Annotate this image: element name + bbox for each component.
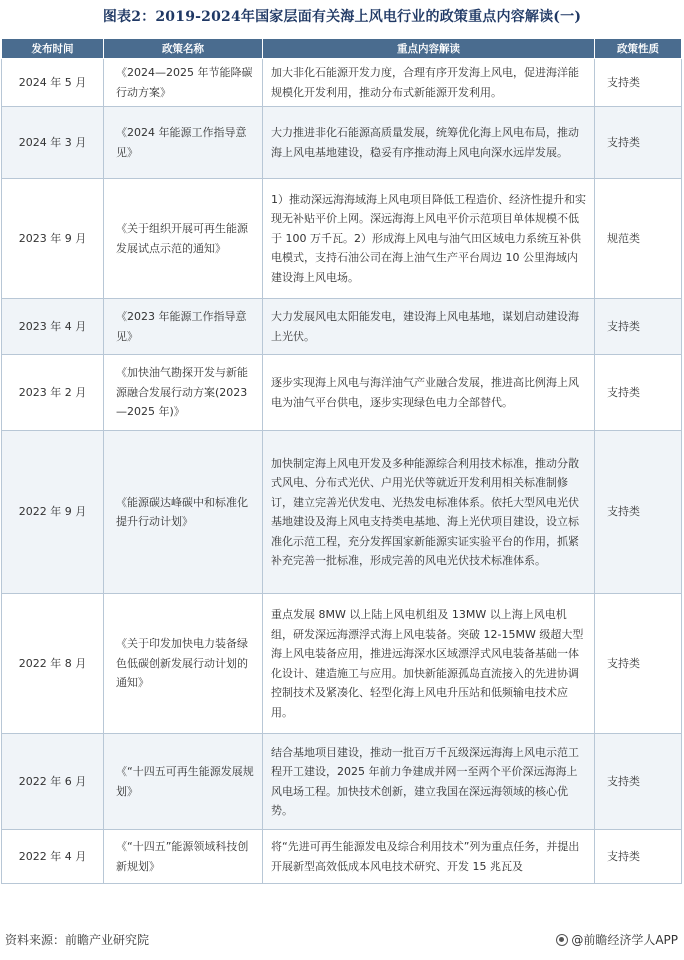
cell-content: 结合基地项目建设，推动一批百万千瓦级深远海海上风电示范工程开工建设，2025 年前力争建成并网一至两个平价深远海海上风电场工程。加快技术创新，建立我国在深远海领域的核心优势。 — [263, 734, 595, 830]
table-row — [2, 594, 682, 734]
cell-content: 大力发展风电太阳能发电，建设海上风电基地，谋划启动建设海上光伏。 — [263, 299, 595, 355]
header-content: 重点内容解读 — [263, 39, 595, 59]
table-row — [2, 179, 682, 299]
cell-policy-name: 《2024 年能源工作指导意见》 — [104, 107, 263, 179]
cell-content: 将“先进可再生能源发电及综合利用技术”列为重点任务，并提出开展新型高效低成本风电技术研究、开发 15 兆瓦及 — [263, 830, 595, 884]
cell-content: 1）推动深远海海域海上风电项目降低工程造价、经济性提升和实现无补贴平价上网。深远海海上风电平价示范项目单体规模不低于 100 万千瓦。2）形成海上风电与油气田区域电力系统互补供电模式，支持石油公司在海上油气生产平台周边 10 公里海域内建设海上风电场。 — [263, 179, 595, 299]
table-row — [2, 107, 682, 179]
header-type: 政策性质 — [595, 39, 682, 59]
table-row — [2, 431, 682, 594]
table-row — [2, 355, 682, 431]
page-title: 图表2：2019-2024年国家层面有关海上风电行业的政策重点内容解读(一) — [102, 9, 582, 25]
cell-policy-name: 《“十四五”能源领域科技创新规划》 — [104, 830, 263, 884]
cell-policy-name: 《关于印发加快电力装备绿色低碳创新发展行动计划的通知》 — [104, 594, 263, 734]
cell-type: 支持类 — [595, 431, 682, 594]
brand-credit-text: @前瞻经济学人APP — [571, 933, 678, 947]
cell-date: 2024 年 3 月 — [2, 107, 104, 179]
cell-date: 2023 年 4 月 — [2, 299, 104, 355]
cell-type: 支持类 — [595, 59, 682, 107]
cell-policy-name: 《2023 年能源工作指导意见》 — [104, 299, 263, 355]
table-row — [2, 59, 682, 107]
cell-date: 2022 年 4 月 — [2, 830, 104, 884]
table-row — [2, 734, 682, 830]
policy-table — [1, 38, 682, 884]
cell-type: 支持类 — [595, 299, 682, 355]
cell-date: 2023 年 9 月 — [2, 179, 104, 299]
cell-content: 加快制定海上风电开发及多种能源综合利用技术标准，推动分散式风电、分布式光伏、户用光伏等就近开发利用相关标准制修订，建立完善光伏发电、光热发电标准体系。依托大型风电光伏基地建设及海上风电支持类电基地、海上光伏项目建设，设立标准化示范工程，充分发挥国家新能源实证实验平台的作用，抓紧补充完善一批标准，形成完善的风电光伏技术标准体系。 — [263, 431, 595, 594]
cell-type: 支持类 — [595, 107, 682, 179]
cell-type: 支持类 — [595, 355, 682, 431]
header-date: 发布时间 — [2, 39, 104, 59]
cell-content: 逐步实现海上风电与海洋油气产业融合发展，推进高比例海上风电为油气平台供电，逐步实现绿色电力全部替代。 — [263, 355, 595, 431]
cell-date: 2023 年 2 月 — [2, 355, 104, 431]
qianzhan-logo-icon — [556, 934, 568, 946]
table-row — [2, 299, 682, 355]
cell-policy-name: 《2024—2025 年节能降碳行动方案》 — [104, 59, 263, 107]
cell-content: 加大非化石能源开发力度，合理有序开发海上风电，促进海洋能规模化开发利用，推动分布式新能源开发利用。 — [263, 59, 595, 107]
cell-policy-name: 《加快油气勘探开发与新能源融合发展行动方案(2023—2025 年)》 — [104, 355, 263, 431]
cell-policy-name: 《能源碳达峰碳中和标准化提升行动计划》 — [104, 431, 263, 594]
brand-credit — [556, 931, 678, 949]
cell-date: 2022 年 6 月 — [2, 734, 104, 830]
cell-content: 重点发展 8MW 以上陆上风电机组及 13MW 以上海上风电机组，研发深远海漂浮式海上风电装备。突破 12-15MW 级超大型海上风电装备应用，推进远海深水区域漂浮式风电装备基础一体化设计、建造施工与应用。加快新能源孤岛直流接入的先进协调控制技术及紧凑化、轻型化海上风电升压站和低频输电技术应用。 — [263, 594, 595, 734]
cell-content: 大力推进非化石能源高质量发展，统筹优化海上风电布局，推动海上风电基地建设，稳妥有序推动海上风电向深水远岸发展。 — [263, 107, 595, 179]
table-header-row — [2, 39, 682, 59]
cell-policy-name: 《“十四五可再生能源发展规划》 — [104, 734, 263, 830]
cell-type: 支持类 — [595, 734, 682, 830]
cell-type: 支持类 — [595, 830, 682, 884]
cell-policy-name: 《关于组织开展可再生能源发展试点示范的通知》 — [104, 179, 263, 299]
table-row — [2, 830, 682, 884]
source-note: 资料来源：前瞻产业研究院 — [5, 933, 150, 947]
cell-type: 支持类 — [595, 594, 682, 734]
cell-date: 2024 年 5 月 — [2, 59, 104, 107]
cell-date: 2022 年 9 月 — [2, 431, 104, 594]
cell-type: 规范类 — [595, 179, 682, 299]
header-name: 政策名称 — [104, 39, 263, 59]
cell-date: 2022 年 8 月 — [2, 594, 104, 734]
